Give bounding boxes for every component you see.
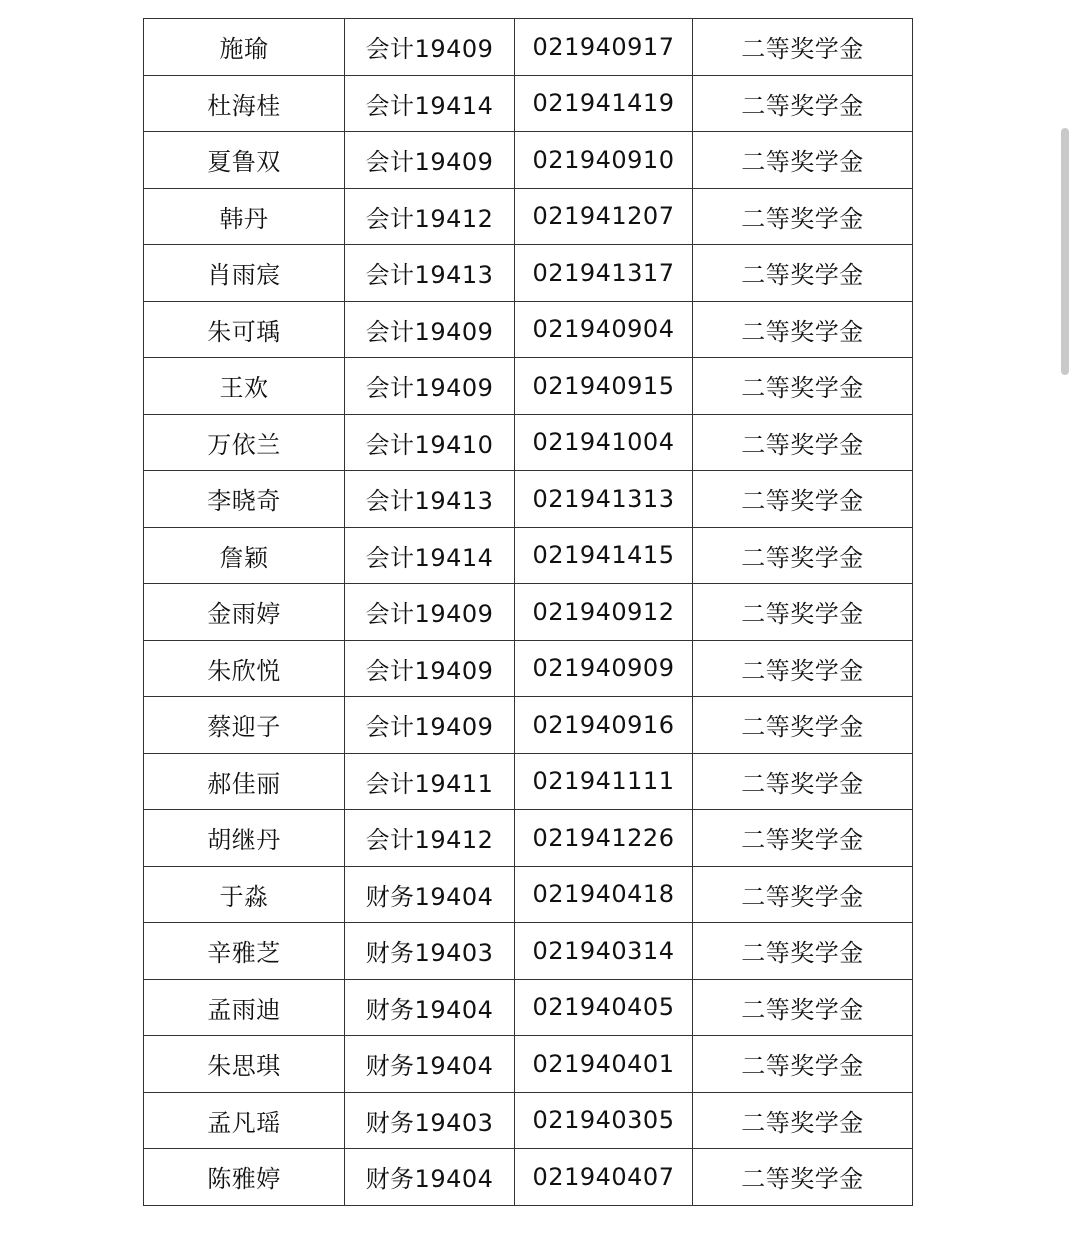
- student-name-cell: 金雨婷: [144, 584, 345, 641]
- class-cell: 财务19403: [345, 923, 515, 980]
- class-cell: 会计19409: [345, 697, 515, 754]
- student-id-cell: 021940909: [515, 640, 693, 697]
- table-body: [144, 19, 913, 1206]
- table-row: [144, 188, 913, 245]
- student-id-cell: 021941419: [515, 75, 693, 132]
- table-row: [144, 132, 913, 189]
- award-cell: 二等奖学金: [693, 584, 913, 641]
- table-row: [144, 1149, 913, 1206]
- student-name-cell: 蔡迎子: [144, 697, 345, 754]
- student-name-cell: 孟凡瑶: [144, 1092, 345, 1149]
- student-name-cell: 郝佳丽: [144, 753, 345, 810]
- student-id-cell: 021940314: [515, 923, 693, 980]
- table-row: [144, 1092, 913, 1149]
- student-name-cell: 于淼: [144, 866, 345, 923]
- student-id-cell: 021941313: [515, 471, 693, 528]
- award-cell: 二等奖学金: [693, 810, 913, 867]
- award-cell: 二等奖学金: [693, 979, 913, 1036]
- table-row: [144, 245, 913, 302]
- student-name-cell: 詹颖: [144, 527, 345, 584]
- table-row: [144, 358, 913, 415]
- class-cell: 会计19409: [345, 584, 515, 641]
- award-cell: 二等奖学金: [693, 640, 913, 697]
- class-cell: 会计19413: [345, 471, 515, 528]
- award-cell: 二等奖学金: [693, 132, 913, 189]
- table-row: [144, 697, 913, 754]
- table-row: [144, 810, 913, 867]
- vertical-scrollbar[interactable]: [1061, 128, 1069, 375]
- class-cell: 会计19414: [345, 75, 515, 132]
- class-cell: 财务19404: [345, 866, 515, 923]
- table-row: [144, 640, 913, 697]
- class-cell: 财务19404: [345, 979, 515, 1036]
- class-cell: 会计19409: [345, 19, 515, 76]
- student-id-cell: 021940305: [515, 1092, 693, 1149]
- student-id-cell: 021941207: [515, 188, 693, 245]
- student-id-cell: 021940405: [515, 979, 693, 1036]
- class-cell: 会计19412: [345, 188, 515, 245]
- award-cell: 二等奖学金: [693, 1036, 913, 1093]
- student-name-cell: 肖雨宸: [144, 245, 345, 302]
- student-name-cell: 夏鲁双: [144, 132, 345, 189]
- class-cell: 会计19413: [345, 245, 515, 302]
- student-id-cell: 021941111: [515, 753, 693, 810]
- student-name-cell: 施瑜: [144, 19, 345, 76]
- award-cell: 二等奖学金: [693, 471, 913, 528]
- student-name-cell: 朱思琪: [144, 1036, 345, 1093]
- student-id-cell: 021940407: [515, 1149, 693, 1206]
- award-cell: 二等奖学金: [693, 753, 913, 810]
- student-id-cell: 021940401: [515, 1036, 693, 1093]
- class-cell: 会计19414: [345, 527, 515, 584]
- student-id-cell: 021941226: [515, 810, 693, 867]
- table-row: [144, 301, 913, 358]
- table-row: [144, 866, 913, 923]
- table-row: [144, 414, 913, 471]
- student-id-cell: 021940917: [515, 19, 693, 76]
- table-row: [144, 584, 913, 641]
- student-id-cell: 021940915: [515, 358, 693, 415]
- class-cell: 会计19409: [345, 640, 515, 697]
- class-cell: 会计19409: [345, 358, 515, 415]
- award-cell: 二等奖学金: [693, 245, 913, 302]
- class-cell: 财务19404: [345, 1149, 515, 1206]
- student-name-cell: 陈雅婷: [144, 1149, 345, 1206]
- student-name-cell: 杜海桂: [144, 75, 345, 132]
- award-cell: 二等奖学金: [693, 188, 913, 245]
- award-cell: 二等奖学金: [693, 1149, 913, 1206]
- table-row: [144, 471, 913, 528]
- class-cell: 会计19409: [345, 301, 515, 358]
- award-cell: 二等奖学金: [693, 19, 913, 76]
- student-name-cell: 万依兰: [144, 414, 345, 471]
- table-row: [144, 527, 913, 584]
- student-name-cell: 胡继丹: [144, 810, 345, 867]
- table-row: [144, 923, 913, 980]
- student-id-cell: 021940904: [515, 301, 693, 358]
- class-cell: 会计19409: [345, 132, 515, 189]
- student-name-cell: 韩丹: [144, 188, 345, 245]
- student-id-cell: 021940912: [515, 584, 693, 641]
- award-cell: 二等奖学金: [693, 923, 913, 980]
- award-cell: 二等奖学金: [693, 527, 913, 584]
- award-cell: 二等奖学金: [693, 697, 913, 754]
- award-cell: 二等奖学金: [693, 866, 913, 923]
- table-row: [144, 75, 913, 132]
- award-cell: 二等奖学金: [693, 414, 913, 471]
- student-name-cell: 朱欣悦: [144, 640, 345, 697]
- table-row: [144, 19, 913, 76]
- student-id-cell: 021941415: [515, 527, 693, 584]
- award-cell: 二等奖学金: [693, 301, 913, 358]
- student-id-cell: 021940916: [515, 697, 693, 754]
- class-cell: 财务19404: [345, 1036, 515, 1093]
- student-id-cell: 021941317: [515, 245, 693, 302]
- student-id-cell: 021940910: [515, 132, 693, 189]
- table-row: [144, 753, 913, 810]
- table-row: [144, 1036, 913, 1093]
- student-name-cell: 辛雅芝: [144, 923, 345, 980]
- class-cell: 财务19403: [345, 1092, 515, 1149]
- student-name-cell: 李晓奇: [144, 471, 345, 528]
- student-name-cell: 朱可瑀: [144, 301, 345, 358]
- table-row: [144, 979, 913, 1036]
- class-cell: 会计19411: [345, 753, 515, 810]
- scholarship-table: [143, 18, 913, 1206]
- student-name-cell: 王欢: [144, 358, 345, 415]
- class-cell: 会计19410: [345, 414, 515, 471]
- class-cell: 会计19412: [345, 810, 515, 867]
- student-id-cell: 021941004: [515, 414, 693, 471]
- award-cell: 二等奖学金: [693, 75, 913, 132]
- award-cell: 二等奖学金: [693, 1092, 913, 1149]
- award-cell: 二等奖学金: [693, 358, 913, 415]
- student-id-cell: 021940418: [515, 866, 693, 923]
- student-name-cell: 孟雨迪: [144, 979, 345, 1036]
